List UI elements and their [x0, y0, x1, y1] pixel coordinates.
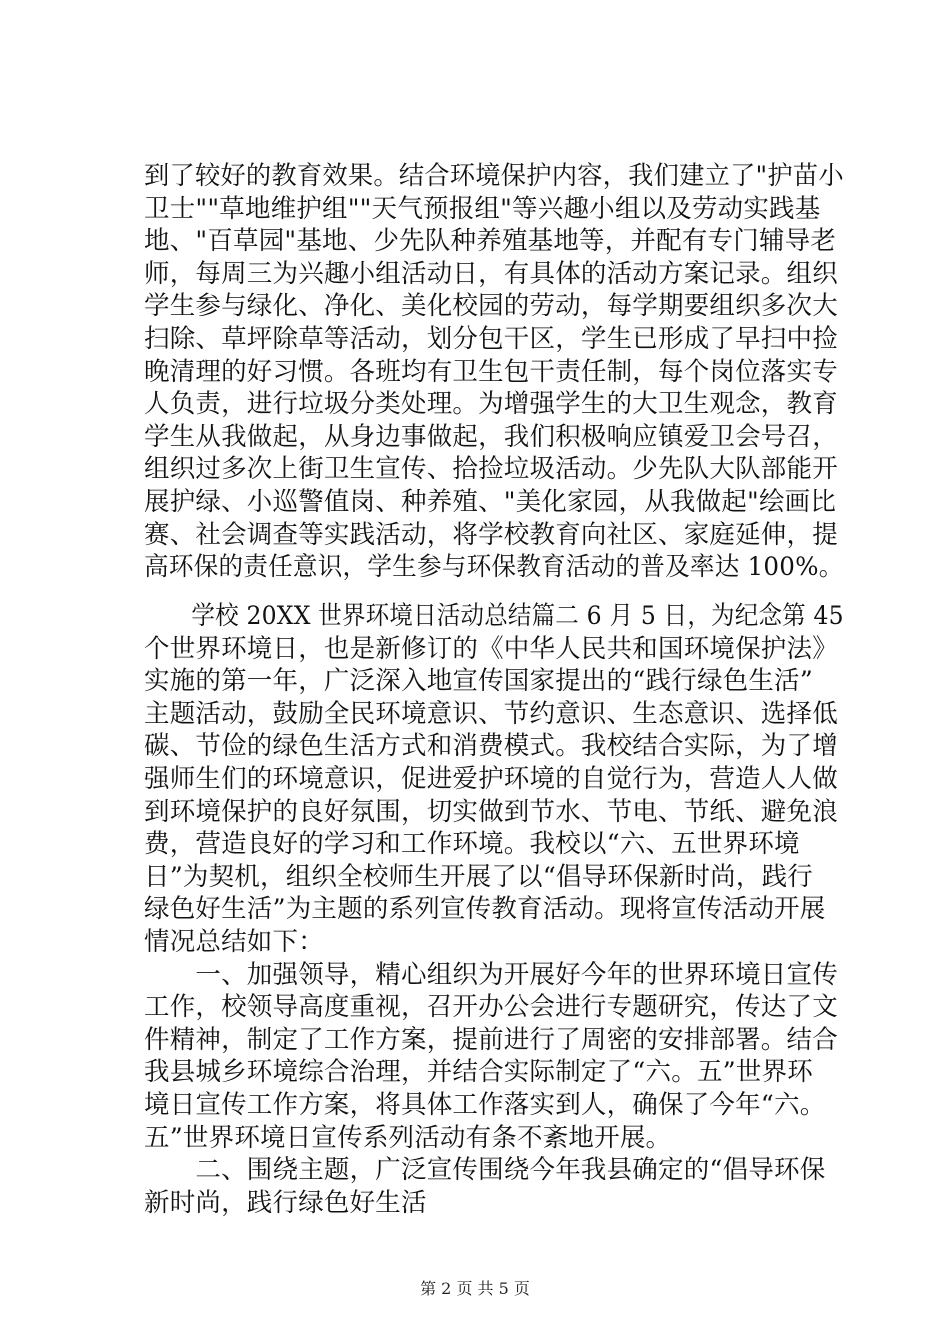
text-line: 赛、社会调查等实践活动，将学校教育向社区、家庭延伸，提: [144, 519, 838, 550]
text-line: 工作，校领导高度重视，召开办公会进行专题研究，传达了文: [144, 992, 838, 1023]
text-line: 件精神，制定了工作方案，提前进行了周密的安排部署。结合: [144, 1024, 838, 1055]
text-line: 组织过多次上街卫生宣传、拾捡垃圾活动。少先队大队部能开: [144, 454, 838, 485]
text-line: 扫除、草坪除草等活动，划分包干区，学生已形成了早扫中捡: [144, 323, 838, 354]
text-line: 五”世界环境日宣传系列活动有条不紊地开展。: [144, 1122, 672, 1153]
text-line: 展护绿、小巡警值岗、种养殖、"美化家园，从我做起"绘画比: [144, 486, 837, 517]
text-line: 一、加强领导，精心组织为开展好今年的世界环境日宣传: [144, 959, 838, 990]
text-line: 学校 20XX 世界环境日活动总结篇二 6 月 5 日，为纪念第 45: [144, 601, 844, 631]
text-line: 主题活动，鼓励全民环境意识、节约意识、生态意识、选择低: [144, 698, 838, 729]
text-line: 我县城乡环境综合治理，并结合实际制定了“六。五”世界环: [144, 1057, 813, 1088]
text-line: 碳、节俭的绿色生活方式和消费模式。我校结合实际，为了增: [144, 731, 838, 762]
text-line: 绿色好生活”为主题的系列宣传教育活动。现将宣传活动开展: [144, 894, 826, 925]
text-line: 情况总结如下：: [144, 926, 324, 957]
text-line: 卫士""草地维护组""天气预报组"等兴趣小组以及劳动实践基: [144, 193, 821, 224]
text-line: 晚清理的好习惯。各班均有卫生包干责任制，每个岗位落实专: [144, 356, 838, 387]
text-line: 实施的第一年，广泛深入地宣传国家提出的“践行绿色生活”: [144, 666, 813, 697]
text-line: 日”为契机，组织全校师生开展了以“倡导环保新时尚，践行: [144, 861, 813, 892]
text-line: 高环保的责任意识，学生参与环保教育活动的普及率达 100%。: [144, 552, 844, 583]
page-number-label: 第 2 页 共 5 页: [420, 1279, 530, 1298]
text-line: 费，营造良好的学习和工作环境。我校以“六、五世界环境: [144, 829, 800, 860]
text-line: 新时尚，践行绿色好生活: [144, 1187, 427, 1218]
page-footer: [0, 1276, 950, 1299]
paragraph-1: [144, 160, 844, 584]
text-line: 学生参与绿化、净化、美化校园的劳动，每学期要组织多次大: [144, 291, 838, 322]
text-line: 强师生们的环境意识，促进爱护环境的自觉行为，营造人人做: [144, 763, 838, 794]
text-line: 学生从我做起，从身边事做起，我们积极响应镇爱卫会号召，: [144, 421, 838, 452]
text-line: 人负责，进行垃圾分类处理。为增强学生的大卫生观念，教育: [144, 389, 838, 420]
text-line: 境日宣传工作方案，将具体工作落实到人，确保了今年“六。: [144, 1089, 826, 1120]
text-line: 到环境保护的良好氛围，切实做到节水、节电、节纸、避免浪: [144, 796, 838, 827]
text-line: 二、围绕主题，广泛宣传围绕今年我县确定的“倡导环保: [144, 1155, 826, 1186]
text-line: 地、"百草园"基地、少先队种养殖基地等，并配有专门辅导老: [144, 226, 837, 257]
text-line: 师，每周三为兴趣小组活动日，有具体的活动方案记录。组织: [144, 258, 838, 289]
text-line: 到了较好的教育效果。结合环境保护内容，我们建立了"护苗小: [144, 161, 844, 191]
paragraph-2: [144, 600, 844, 1219]
text-line: 个世界环境日，也是新修订的《中华人民共和国环境保护法》: [144, 633, 838, 664]
